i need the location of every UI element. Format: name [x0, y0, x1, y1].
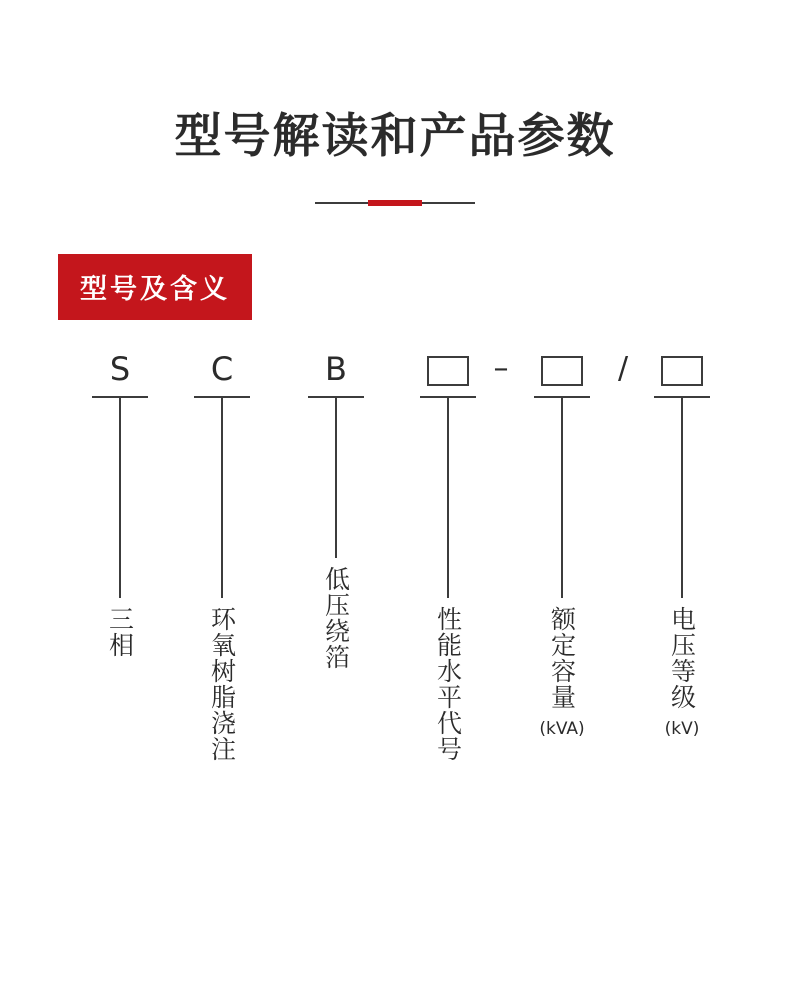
model-code-letter: C	[210, 349, 234, 388]
section-tag-model-meaning: 型号及含义	[58, 254, 252, 320]
segment-unit: (kVA)	[539, 718, 585, 739]
empty-box-icon	[661, 356, 703, 386]
model-code-segment	[502, 348, 622, 739]
model-code-diagram	[0, 348, 790, 948]
segment-label: 三相	[105, 605, 135, 658]
leader-line	[447, 398, 449, 598]
divider-accent	[368, 200, 422, 206]
model-code-segment	[276, 348, 396, 675]
model-code-placeholder-box	[622, 348, 742, 390]
segment-label: 低压绕箔	[321, 565, 351, 670]
model-code-segment	[162, 348, 282, 767]
model-code-separator: –	[493, 350, 509, 386]
title-divider	[0, 200, 790, 206]
model-code-segment	[622, 348, 742, 739]
segment-label: 额定容量	[547, 605, 577, 710]
segment-label: 电压等级	[667, 605, 697, 710]
segment-label: 性能水平代号	[433, 605, 463, 762]
leader-line	[561, 398, 563, 598]
model-code-segment	[388, 348, 508, 767]
segment-unit: (kV)	[664, 718, 700, 739]
model-code-placeholder-box	[502, 348, 622, 390]
model-code-letter: S	[109, 349, 131, 388]
leader-line	[119, 398, 121, 598]
empty-box-icon	[427, 356, 469, 386]
model-code-letter: B	[325, 349, 347, 388]
page-title: 型号解读和产品参数	[174, 109, 616, 165]
leader-line	[681, 398, 683, 598]
leader-line	[335, 398, 337, 558]
leader-line	[221, 398, 223, 598]
segment-label: 环氧树脂浇注	[207, 605, 237, 762]
model-code-separator: /	[617, 350, 629, 386]
page-root	[0, 31, 790, 986]
empty-box-icon	[541, 356, 583, 386]
section-tag-container	[0, 254, 790, 320]
